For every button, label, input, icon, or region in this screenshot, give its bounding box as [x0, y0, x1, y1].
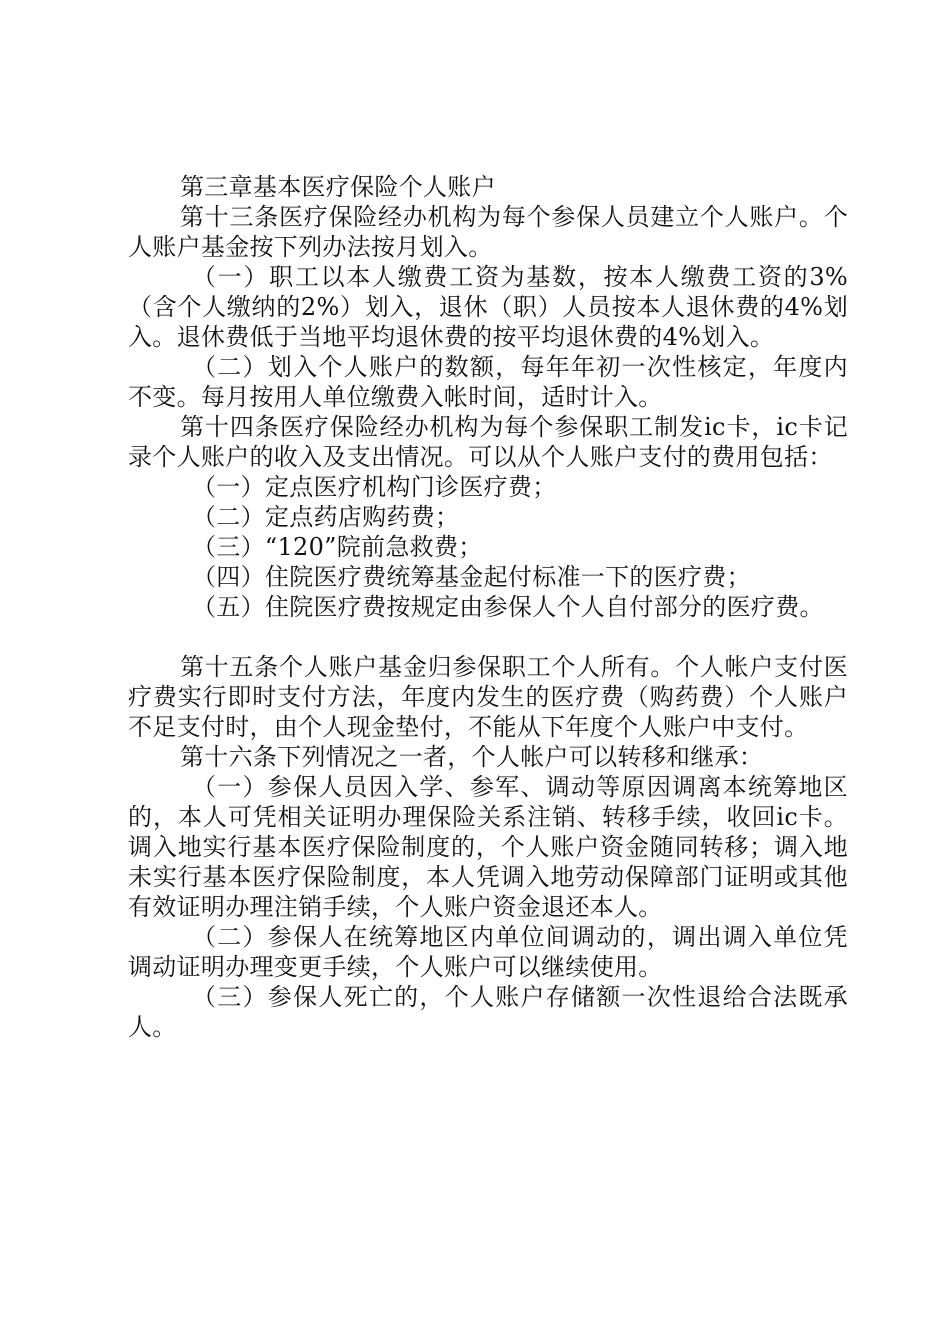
- article-16-item-3: （三）参保人死亡的，个人账户存储额一次性退给合法既承人。: [128, 983, 848, 1041]
- article-13-intro: 第十三条医疗保险经办机构为每个参保人员建立个人账户。个人账户基金按下列办法按月划入。: [128, 203, 848, 261]
- chapter-title: 第三章基本医疗保险个人账户: [180, 173, 496, 201]
- article-13-item-1: （一）职工以本人缴费工资为基数，按本人缴费工资的3%（含个人缴纳的2%）划入，退休（职）人员按本人退休费的4%划入。退休费低于当地平均退休费的按平均退休费的4%划入。: [128, 263, 848, 351]
- article-13-item-2: （二）划入个人账户的数额，每年年初一次性核定，年度内不变。每月按用人单位缴费入帐时间，适时计入。: [128, 353, 848, 411]
- article-14-item-2: （二）定点药店购药费；: [192, 503, 460, 531]
- article-16-item-2: （二）参保人在统筹地区内单位间调动的，调出调入单位凭调动证明办理变更手续，个人账户可以继续使用。: [128, 923, 848, 981]
- article-14-item-5: （五）住院医疗费按规定由参保人个人自付部分的医疗费。: [192, 593, 824, 621]
- article-16-item-1: （一）参保人员因入学、参军、调动等原因调离本统筹地区的，本人可凭相关证明办理保险关系注销、转移手续，收回ic卡。调入地实行基本医疗保险制度的，个人账户资金随同转移；调入地未实行基本医疗保险制度，本人凭调入地劳动保障部门证明或其他有效证明办理注销手续，个人账户资金退还本人。: [128, 773, 848, 921]
- article-14-item-1: （一）定点医疗机构门诊医疗费；: [192, 473, 557, 501]
- article-14-intro: 第十四条医疗保险经办机构为每个参保职工制发ic卡，ic卡记录个人账户的收入及支出情况。可以从个人账户支付的费用包括：: [128, 413, 848, 471]
- article-14-item-3: （三）“120”院前急救费；: [192, 533, 483, 561]
- paragraph-gap: [128, 622, 848, 652]
- article-16-intro: 第十六条下列情况之一者，个人帐户可以转移和继承：: [180, 743, 764, 771]
- article-14-item-4: （四）住院医疗费统筹基金起付标准一下的医疗费；: [192, 563, 751, 591]
- article-15: 第十五条个人账户基金归参保职工个人所有。个人帐户支付医疗费实行即时支付方法，年度内发生的医疗费（购药费）个人账户不足支付时，由个人现金垫付，不能从下年度个人账户中支付。: [128, 653, 848, 741]
- document-body: [128, 172, 848, 1042]
